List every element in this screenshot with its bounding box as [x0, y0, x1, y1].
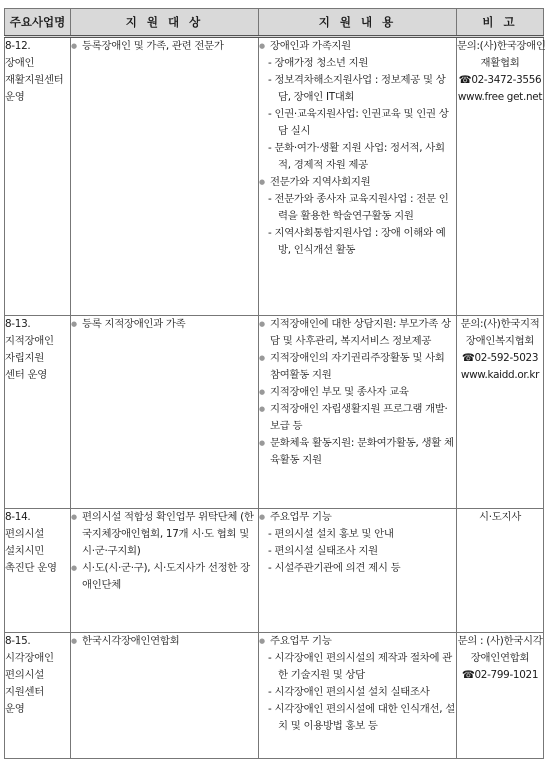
note-line: 재활협회: [480, 57, 520, 69]
program-name-line: 시각장애인: [5, 652, 54, 664]
program-name-line: 운영: [5, 91, 25, 103]
target-item: ● 시·도(시·군·구), 시·도지사가 선정한 장애인단체: [71, 560, 258, 594]
program-name-line: 8-15.: [5, 635, 31, 647]
target-cell: [71, 37, 259, 316]
target-cell: [71, 316, 259, 509]
content-subitem: - 인권·교육지원사업: 인권교육 및 인권 상담 실시: [268, 108, 449, 137]
program-name-line: 재활지원센터: [5, 74, 64, 86]
program-name-line: 촉진단 운영: [5, 562, 57, 574]
content-subitem: - 전문가와 종사자 교육지원사업 : 전문 인력을 활용한 학술연구활동 지원: [268, 193, 449, 222]
content-subitem: - 정보격차해소지원사업 : 정보제공 및 상담, 장애인 IT대회: [268, 74, 446, 103]
program-name-line: 편의시설: [5, 528, 44, 540]
target-item: ● 한국시각장애인연합회: [71, 633, 258, 650]
program-name-line: 센터 운영: [5, 369, 47, 381]
table-row: [5, 316, 544, 509]
header-content: 지 원 내 용: [259, 9, 457, 37]
program-name-line: 지원센터: [5, 686, 44, 698]
content-subitem: - 시설주관기관에 의견 제시 등: [268, 562, 401, 574]
program-name-line: 설치시민: [5, 545, 44, 557]
note-line: 시·도지사: [479, 511, 521, 523]
header-target: 지 원 대 상: [71, 9, 259, 37]
note-phone: ☎02-3472-3556: [458, 74, 542, 86]
content-cell: [259, 37, 457, 316]
content-bullet: ● 주요업무 기능: [259, 509, 456, 526]
content-subitem: - 편의시설 설치 홍보 및 안내: [268, 528, 394, 540]
program-name-line: 자립지원: [5, 352, 44, 364]
target-item: ● 등록 지적장애인과 가족: [71, 316, 258, 333]
note-website: www.kaidd.or.kr: [460, 369, 540, 381]
content-bullet: ● 장애인과 가족지원: [259, 38, 456, 55]
content-bullet: ● 지적장애인에 대한 상담지원: 부모가족 상담 및 사후관리, 복지서비스 정보제공: [259, 316, 456, 350]
table-row: [5, 37, 544, 316]
note-cell: [457, 316, 544, 509]
content-subitem: - 시각장애인 편의시설 설치 실태조사: [268, 686, 430, 698]
target-item: ● 편의시설 적합성 확인업무 위탁단체 (한국지체장애인협회, 17개 시·도 협회 및 시·군·구지회): [71, 509, 258, 560]
program-name-line: 8-12.: [5, 40, 31, 52]
header-note: 비 고: [457, 9, 544, 37]
program-name-line: 운영: [5, 703, 25, 715]
note-line: 문의 : (사)한국시각: [457, 635, 543, 647]
note-line: 문의:(사)한국장애인: [457, 40, 546, 52]
note-line: 장애인연합회: [470, 652, 530, 664]
note-phone: ☎02-799-1021: [461, 669, 539, 681]
note-website: www.free get.net: [457, 91, 543, 103]
note-cell: [457, 37, 544, 316]
note-cell: [457, 633, 544, 759]
program-table: [4, 8, 544, 759]
content-subitem: - 장애가정 청소년 지원: [268, 57, 369, 69]
content-bullet: ● 문화체육 활동지원: 문화여가활동, 생활 체육활동 지원: [259, 435, 456, 469]
content-bullet: ● 지적장애인 자립생활지원 프로그램 개발· 보급 등: [259, 401, 456, 435]
note-cell: [457, 509, 544, 633]
content-subitem: - 지역사회통합지원사업 : 장애 이해와 예방, 인식개선 활동: [268, 227, 446, 256]
content-bullet: ● 주요업무 기능: [259, 633, 456, 650]
program-name-cell: [5, 37, 71, 316]
content-subitem: - 시각장애인 편의시설에 대한 인식개선, 설치 및 이용방법 홍보 등: [268, 703, 456, 732]
program-name-cell: [5, 509, 71, 633]
program-name-cell: [5, 316, 71, 509]
content-subitem: - 편의시설 실태조사 지원: [268, 545, 378, 557]
content-subitem: - 문화·여가·생활 지원 사업: 정서적, 사회적, 경제적 자원 제공: [268, 142, 445, 171]
content-cell: [259, 633, 457, 759]
target-cell: [71, 633, 259, 759]
content-cell: [259, 316, 457, 509]
header-program-name: 주요사업명: [5, 9, 71, 37]
content-bullet: ● 지적장애인 부모 및 종사자 교육: [259, 384, 456, 401]
note-line: 장애인복지협회: [465, 335, 535, 347]
content-subitem: - 시각장애인 편의시설의 제작과 절차에 관한 기술지원 및 상담: [268, 652, 452, 681]
content-bullet: ● 지적장애인의 자기권리주장활동 및 사회 참여활동 지원: [259, 350, 456, 384]
program-name-line: 장애인: [5, 57, 35, 69]
program-name-cell: [5, 633, 71, 759]
program-name-line: 8-13.: [5, 318, 31, 330]
table-row: [5, 633, 544, 759]
program-name-line: 8-14.: [5, 511, 31, 523]
target-item: ● 등록장애인 및 가족, 관련 전문가: [71, 38, 258, 55]
target-cell: [71, 509, 259, 633]
content-cell: [259, 509, 457, 633]
table-header-row: [5, 9, 544, 37]
table-row: [5, 509, 544, 633]
program-name-line: 편의시설: [5, 669, 44, 681]
content-bullet: ● 전문가와 지역사회지원: [259, 174, 456, 191]
note-phone: ☎02-592-5023: [461, 352, 539, 364]
note-line: 문의:(사)한국지적: [460, 318, 540, 330]
program-name-line: 지적장애인: [5, 335, 54, 347]
